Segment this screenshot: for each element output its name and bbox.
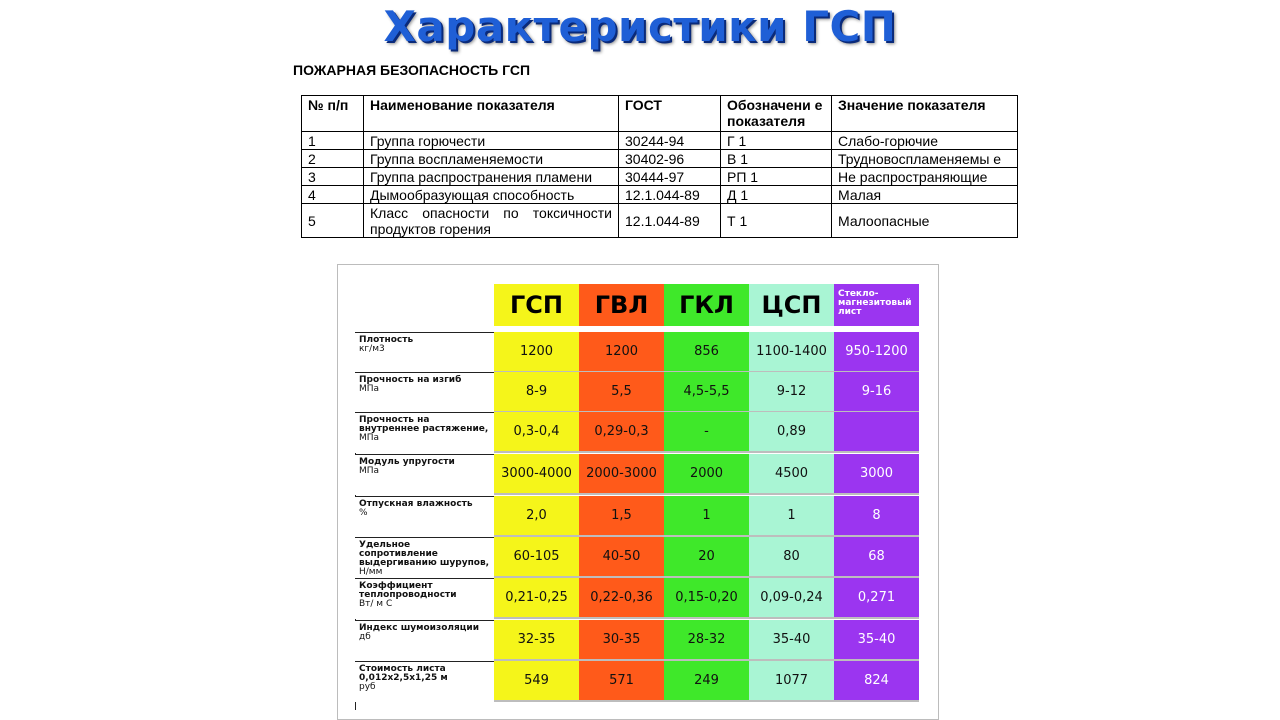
row-label — [355, 578, 494, 619]
value-cell: 3000-4000 — [494, 454, 579, 495]
row-label-name: Прочность на внутреннее растяжение, — [359, 415, 489, 434]
value-cell: 249 — [664, 661, 749, 702]
table-row — [302, 150, 1018, 168]
materials-comparison-table — [337, 264, 939, 720]
value-cell: 5,5 — [579, 372, 664, 413]
value-cell: 80 — [749, 537, 834, 578]
value-cell: - — [664, 412, 749, 453]
table-cell: Малоопасные — [832, 204, 1018, 238]
value-cell: 2000-3000 — [579, 454, 664, 495]
header-cell: № п/п — [302, 96, 364, 132]
row-label-name: Индекс шумоизоляции — [359, 623, 480, 633]
row-label — [355, 620, 494, 661]
page-title: Характеристики ГСП — [383, 2, 897, 51]
value-cell: 2000 — [664, 454, 749, 495]
row-label-unit: МПа — [359, 384, 380, 394]
value-cell: 0,271 — [834, 578, 919, 619]
value-cell: 4,5-5,5 — [664, 372, 749, 413]
table-cell: Дымообразующая способность — [364, 186, 619, 204]
table-cell: Группа горючести — [364, 132, 619, 150]
row-label-name: Стоимость листа 0,012х2,5х1,25 м — [359, 664, 448, 683]
value-cell: 2,0 — [494, 496, 579, 537]
table-cell: 30444-97 — [619, 168, 721, 186]
row-label-unit: дб — [359, 632, 371, 642]
value-cell: 0,15-0,20 — [664, 578, 749, 619]
table-cell: 5 — [302, 204, 364, 238]
row-label-name: Прочность на изгиб — [359, 375, 462, 385]
table-cell: 2 — [302, 150, 364, 168]
header-cell: ГОСТ — [619, 96, 721, 132]
value-cell: 0,29-0,3 — [579, 412, 664, 453]
table-cell: Т 1 — [721, 204, 832, 238]
header-cell: Обозначени е показателя — [721, 96, 832, 132]
value-cell: 0,09-0,24 — [749, 578, 834, 619]
table-cell: 12.1.044-89 — [619, 186, 721, 204]
row-label-unit: руб — [359, 682, 376, 692]
value-cell: 1200 — [494, 332, 579, 373]
value-cell: 32-35 — [494, 620, 579, 661]
column-header-3: ГКЛ — [664, 284, 749, 326]
row-label-unit: % — [359, 508, 368, 518]
row-label-name: Отпускная влажность — [359, 499, 473, 509]
table-cell: Трудновоспламеняемы е — [832, 150, 1018, 168]
value-cell: 0,89 — [749, 412, 834, 453]
value-cell: 1200 — [579, 332, 664, 373]
row-label — [355, 454, 494, 495]
row-label-unit: кг/м3 — [359, 344, 385, 354]
row-label-name: Удельное сопротивление выдергиванию шурупов, — [359, 540, 490, 568]
table-cell: 3 — [302, 168, 364, 186]
value-cell: 0,22-0,36 — [579, 578, 664, 619]
header-cell: Значение показателя — [832, 96, 1018, 132]
table-cell: Класс опасности по токсичности продуктов горения — [364, 204, 619, 238]
value-cell: 28-32 — [664, 620, 749, 661]
table-cell: Группа распространения пламени — [364, 168, 619, 186]
value-cell: 1,5 — [579, 496, 664, 537]
value-cell: 950-1200 — [834, 332, 919, 373]
value-cell: 549 — [494, 661, 579, 702]
value-cell: 824 — [834, 661, 919, 702]
table-cell: 1 — [302, 132, 364, 150]
value-cell: 35-40 — [834, 620, 919, 661]
table-cell: РП 1 — [721, 168, 832, 186]
row-label — [355, 537, 494, 578]
table-cell: 30402-96 — [619, 150, 721, 168]
table-cell: Не распространяющие — [832, 168, 1018, 186]
value-cell: 60-105 — [494, 537, 579, 578]
header-cell: Наименование показателя — [364, 96, 619, 132]
row-label-name: Модуль упругости — [359, 457, 455, 467]
row-label-unit: Вт/ м С — [359, 599, 393, 609]
value-cell: 571 — [579, 661, 664, 702]
table-row — [302, 168, 1018, 186]
row-label — [355, 372, 494, 413]
fire-safety-table — [301, 95, 1018, 238]
value-cell: 0,21-0,25 — [494, 578, 579, 619]
table-cell: Малая — [832, 186, 1018, 204]
table-cell: 4 — [302, 186, 364, 204]
column-header-5: Стекло-магнезитовый лист — [834, 284, 919, 326]
table-cell: Г 1 — [721, 132, 832, 150]
table-row — [302, 204, 1018, 238]
section-subtitle: ПОЖАРНАЯ БЕЗОПАСНОСТЬ ГСП — [293, 62, 531, 78]
table-row — [302, 132, 1018, 150]
value-cell: 1 — [664, 496, 749, 537]
table-header-row — [302, 96, 1018, 132]
row-label — [355, 412, 494, 453]
value-cell: 40-50 — [579, 537, 664, 578]
row-label-name: Коэффициент теплопроводности — [359, 581, 457, 600]
value-cell: 1 — [749, 496, 834, 537]
row-label-unit: МПа — [359, 433, 380, 443]
value-cell: 1077 — [749, 661, 834, 702]
value-cell: 8 — [834, 496, 919, 537]
table-cell: Д 1 — [721, 186, 832, 204]
value-cell: 9-12 — [749, 372, 834, 413]
column-header-1: ГСП — [494, 284, 579, 326]
value-cell: 9-16 — [834, 372, 919, 413]
value-cell: 8-9 — [494, 372, 579, 413]
value-cell: 856 — [664, 332, 749, 373]
value-cell: 35-40 — [749, 620, 834, 661]
row-label — [355, 496, 494, 537]
column-header-2: ГВЛ — [579, 284, 664, 326]
row-label — [355, 661, 494, 702]
row-label — [355, 332, 494, 373]
value-cell: 1100-1400 — [749, 332, 834, 373]
row-label-unit: Н/мм — [359, 567, 383, 577]
value-cell: 20 — [664, 537, 749, 578]
column-header-4: ЦСП — [749, 284, 834, 326]
table-cell: Слабо-горючие — [832, 132, 1018, 150]
value-cell: 0,3-0,4 — [494, 412, 579, 453]
value-cell — [834, 412, 919, 453]
table-cell: 30244-94 — [619, 132, 721, 150]
value-cell: 68 — [834, 537, 919, 578]
table-row — [302, 186, 1018, 204]
value-cell: 30-35 — [579, 620, 664, 661]
value-cell: 3000 — [834, 454, 919, 495]
row-label-unit: МПа — [359, 466, 380, 476]
row-label-name: Плотность — [359, 335, 414, 345]
table-cell: Группа воспламеняемости — [364, 150, 619, 168]
table-cell: 12.1.044-89 — [619, 204, 721, 238]
table-cell: В 1 — [721, 150, 832, 168]
value-cell: 4500 — [749, 454, 834, 495]
